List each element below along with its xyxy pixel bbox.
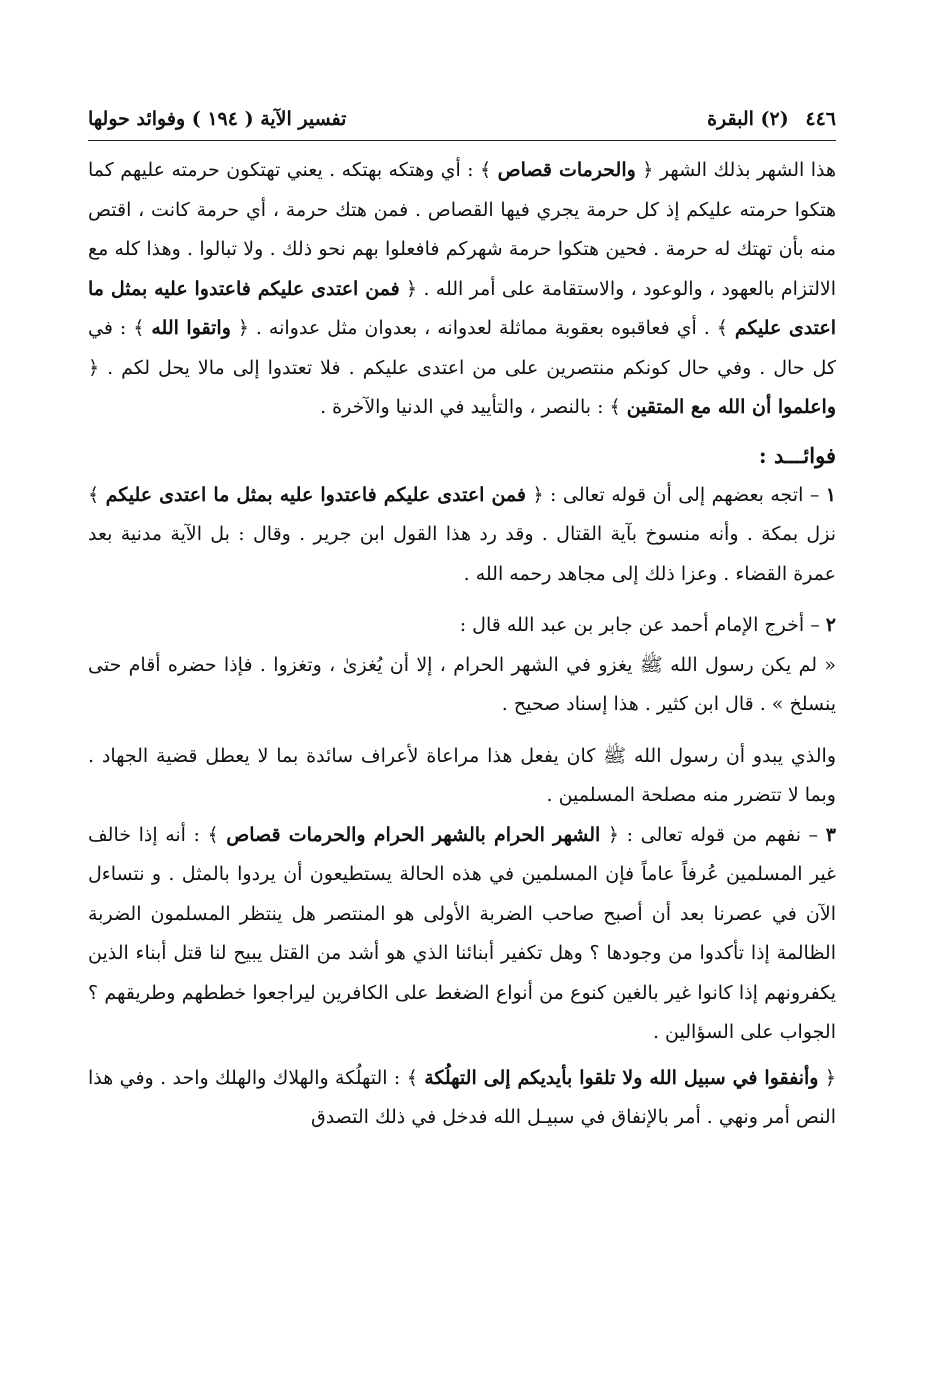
header-right (697, 104, 836, 134)
text-run: ﴾ نزل بمكة . وأنه منسوخ بآية القتال . وقد رد هذا القول ابن جرير . وقال : بل الآية مدنية بعد عمرة القضاء . وعزا ذلك إلى مجاهد رحمه الله . (88, 483, 836, 585)
text-run: – اتجه بعضهم إلى أن قوله تعالى : ﴿ (532, 483, 820, 506)
quran-verse: الشهر الحرام بالشهر الحرام والحرمات قصاص (226, 823, 601, 846)
text-run: ﴾ : بالنصر ، والتأييد في الدنيا والآخرة . (320, 396, 621, 418)
text-run: ﴿ (824, 1066, 836, 1089)
benefit-2 (88, 606, 836, 646)
quran-verse: واعلموا أن الله مع المتقين (626, 396, 836, 418)
quran-verse: فمن اعتدى عليكم فاعتدوا عليه بمثل ما اعتدى عليكم (88, 277, 837, 339)
benefit-number: ١ (825, 483, 836, 506)
text-run: ﴾ : أنه إذا خالف غير المسلمين عُرفاً عاماً فإن المسلمين في هذه الحالة يستطيعون أن يردوا بالمثل . و نتساءل الآن في عصرنا بعد أن أصبح صاحب الضربة الأولى هو المنتصر هل ينتظر المسلمون الضربة الظالمة إذا تأكدوا من وجودها ؟ وهل تكفير أبنائنا الذي هو أشد من القتل يبيح لنا قتل أبناء الذين يكفرونهم إذا كانوا غير بالغين كنوع من أنواع الضغط على الكافرين ليراجعوا خططهم وطريقهم ؟ الجواب على السؤالين . (88, 823, 836, 1043)
text-run: – نفهم من قوله تعالى : ﴿ (607, 823, 819, 846)
text-run: – أخرج الإمام أحمد عن جابر بن عبد الله قال : (459, 614, 820, 636)
text-run: هذا الشهر بذلك الشهر ﴿ (642, 159, 836, 181)
section-title: تفسير الآية ( ١٩٤ ) وفوائد حولها (88, 108, 347, 130)
benefit-number: ٣ (825, 823, 836, 846)
quran-verse: فمن اعتدى عليكم فاعتدوا عليه بمثل ما اعتدى عليكم (105, 483, 526, 506)
quran-verse: واتقوا الله (151, 317, 231, 339)
hadith-quote: « لم يكن رسول الله ﷺ يغزو في الشهر الحرام ، إلا أن يُغزىٰ ، وتغزوا . فإذا حضره أقام حتى ينسلخ » . قال ابن كثير . هذا إسناد صحيح . (88, 653, 836, 715)
text-run: ﴾ . أي فعاقبوه بعقوبة مماثلة لعدوانه ، بعدوان مثل عدوانه . ﴿ (237, 317, 728, 339)
book-page (88, 104, 836, 1138)
fawaid-heading: فوائـــد : (758, 442, 836, 468)
text-run: ﴾ : أي وهتكه بهتكه . يعني تهتكون حرمته عليهم كما هتكوا حرمته عليكم إذ كل حرمة يجري فيها القصاص . فمن هتك حرمة ، أي حرمة كانت ، اقتص منه بأن تهتك له حرمة . فحين هتكوا حرمة شهركم فافعلوا بهم نحو ذلك . ولا تبالوا . وهذا كله مع الالتزام بالعهود ، والوعود ، والاستقامة على أمر الله . ﴿ (88, 159, 836, 300)
surah-name: (٢) البقرة (707, 108, 789, 130)
running-header (88, 104, 836, 141)
quran-verse: والحرمات قصاص (497, 159, 636, 181)
benefit-number: ٢ (825, 614, 836, 636)
tafsir-paragraph (88, 151, 836, 428)
text-run: ﴾ : التهلُكة والهلاك والهلك واحد . وفي هذا النص أمر ونهي . أمر بالإنفاق في سبيـل الله فدخل في ذلك التصدق (88, 1066, 836, 1128)
quran-verse: وأنفقوا في سبيل الله ولا تلقوا بأيديكم إلى التهلُكة (424, 1066, 819, 1089)
commentary-paragraph: والذي يبدو أن رسول الله ﷺ كان يفعل هذا مراعاة لأعراف سائدة بما لا يعطل قضية الجهاد . وبما لا تتضرر منه مصلحة المسلمين . (88, 744, 836, 806)
next-verse-paragraph (88, 1059, 836, 1138)
page-number: ٤٤٦ (805, 108, 836, 130)
benefit-1 (88, 476, 836, 595)
benefit-3 (88, 816, 836, 1053)
text-run: ﴾ : في كل حال . وفي حال كونكم منتصرين على من اعتدى عليكم . فلا تعتدوا إلى مالا يحل لكم . ﴿ (88, 317, 836, 379)
